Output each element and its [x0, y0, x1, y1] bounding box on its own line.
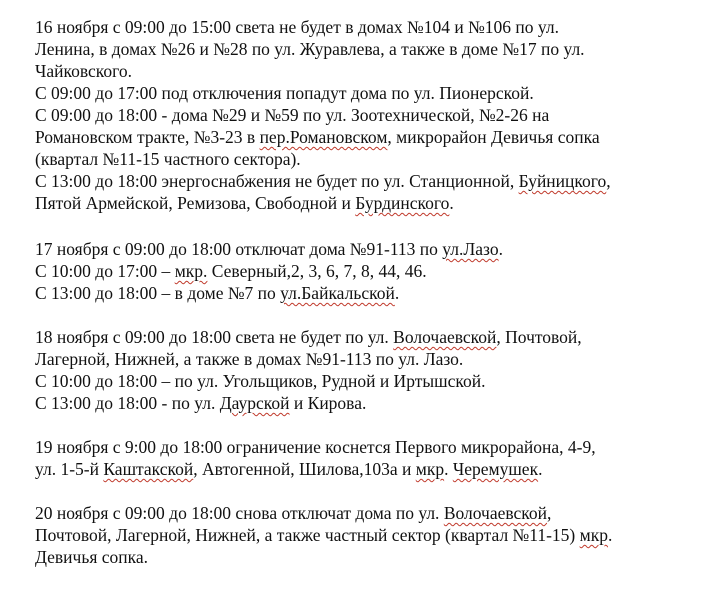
text-line [35, 370, 485, 392]
spellcheck-word: Бурдинского [355, 193, 450, 213]
text-line [35, 126, 600, 148]
text-line [35, 326, 582, 348]
text-run: Девичья сопка. [35, 547, 149, 567]
text-run: С 13:00 до 18:00 энергоснабжения не будет по ул. Станционной, [35, 171, 519, 191]
text-run: 20 ноября с 09:00 до 18:00 снова отключат дома по ул. [35, 503, 444, 523]
text-run: , [547, 503, 552, 523]
spellcheck-word: Даурской [219, 393, 290, 413]
spellcheck-word: мкр. [174, 261, 208, 281]
text-run: , [606, 171, 611, 191]
text-run: С 10:00 до 17:00 – [35, 261, 175, 281]
text-run: С 13:00 до 18:00 – в доме №7 по [35, 283, 281, 303]
text-run: . [449, 193, 454, 213]
text-run: С 09:00 до 18:00 - дома №29 и №59 по ул. Зоотехнической, №2-26 на [35, 105, 550, 125]
spellcheck-word: ул.Байкальской [280, 283, 395, 303]
text-run: 19 ноября с 9:00 до 18:00 ограничение коснется Первого микрорайона, 4-9, [35, 437, 596, 457]
spellcheck-word: Волочаевской [443, 503, 548, 523]
spellcheck-word: мкр [415, 459, 445, 479]
text-line [35, 104, 549, 126]
text-line [35, 238, 503, 260]
text-line [35, 170, 611, 192]
text-run: Почтовой, Лагерной, Нижней, а также частный сектор (квартал №11-15) [35, 525, 580, 545]
text-run: и Кирова. [289, 393, 367, 413]
text-line [35, 38, 585, 60]
text-run: . [394, 283, 400, 303]
text-run: Ленина, в домах №26 и №28 по ул. Журавлева, а также в доме №17 по ул. [35, 39, 585, 59]
text-run: 17 ноября с 09:00 до 18:00 отключат дома №91-113 по [35, 239, 443, 259]
text-line [35, 502, 551, 524]
text-run: С 09:00 до 17:00 под отключения попадут дома по ул. Пионерской. [35, 83, 534, 103]
text-run: Лагерной, Нижней, а также в домах №91-113 по ул. Лазо. [35, 349, 464, 369]
spellcheck-word: Каштакской [103, 459, 194, 479]
text-run: 18 ноября с 09:00 до 18:00 света не будет по ул. [35, 327, 394, 347]
text-run: С 13:00 до 18:00 - по ул. [35, 393, 220, 413]
text-line [35, 436, 596, 458]
spellcheck-word: пер.Романовском [259, 127, 388, 147]
text-line [35, 16, 559, 38]
text-run: . [538, 459, 543, 479]
spellcheck-word: Волочаевской [393, 327, 497, 347]
text-line [35, 282, 399, 304]
text-line [35, 524, 612, 546]
text-line [35, 148, 301, 170]
text-run: Романовском тракте, №3-23 в [35, 127, 260, 147]
text-run: Северный,2, 3, 6, 7, 8, 44, 46. [207, 261, 427, 281]
text-run: , Автогенной, Шилова,103а и [193, 459, 416, 479]
text-line [35, 458, 542, 480]
text-run: . [607, 525, 613, 545]
text-line [35, 348, 463, 370]
text-run: 16 ноября с 09:00 до 15:00 света не будет в домах №104 и №106 по ул. [35, 17, 559, 37]
text-run: . [498, 239, 503, 259]
text-line [35, 192, 454, 214]
spellcheck-word: Буйницкого [518, 171, 607, 191]
text-run: , микрорайон Девичья сопка [387, 127, 600, 147]
spellcheck-word: ул.Лазо [442, 239, 499, 259]
text-run: . [444, 459, 453, 479]
text-run: (квартал №11-15 частного сектора). [35, 149, 301, 169]
text-run: , Почтовой, [496, 327, 582, 347]
text-line [35, 82, 534, 104]
text-run: Пятой Армейской, Ремизова, Свободной и [35, 193, 356, 213]
text-run: ул. 1-5-й [35, 459, 104, 479]
text-line [35, 260, 427, 282]
spellcheck-word: мкр [579, 525, 608, 545]
text-line [35, 546, 148, 568]
spellcheck-word: Черемушек [452, 459, 539, 479]
text-line [35, 60, 132, 82]
text-run: С 10:00 до 18:00 – по ул. Угольщиков, Рудной и Иртышской. [35, 371, 486, 391]
text-line [35, 392, 366, 414]
text-run: Чайковского. [35, 61, 133, 81]
